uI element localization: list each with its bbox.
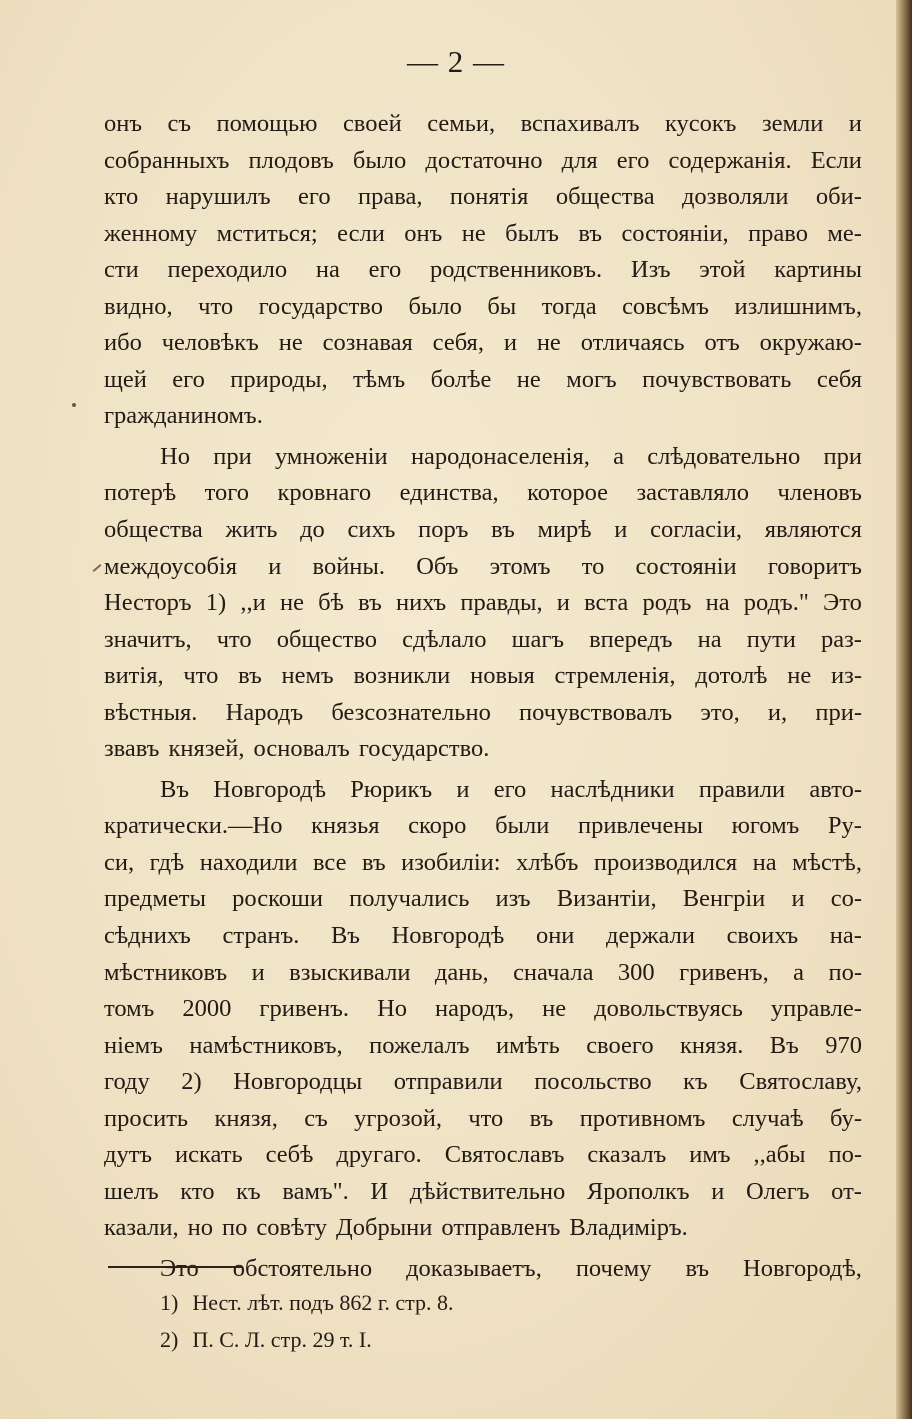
- footnotes: [160, 1290, 454, 1364]
- text-line: потерѣ того кровнаго единства, которое заставляло членовъ: [104, 479, 862, 507]
- text-line: онъ съ помощью своей семьи, вспахивалъ кусокъ земли и: [104, 110, 862, 137]
- footnote-rule: [108, 1266, 243, 1268]
- paper-speck: [72, 403, 76, 407]
- footnote-text: Нест. лѣт. подъ 862 г. стр. 8.: [192, 1290, 454, 1315]
- text-line: дутъ искать себѣ другаго. Святославъ сказалъ имъ ,,абы по-: [104, 1141, 862, 1169]
- text-line: кратически.—Но князья скоро были привлечены югомъ Ру-: [104, 812, 862, 840]
- text-line: мѣстниковъ и взыскивали дань, сначала 300 гривенъ, а по-: [104, 958, 862, 986]
- page-edge-shadow: [896, 0, 912, 1419]
- text-line: значитъ, что общество сдѣлало шагъ впередъ на пути раз-: [104, 625, 862, 653]
- text-line: Но при умноженіи народонаселенія, а слѣдовательно при: [160, 442, 862, 470]
- text-line: сѣднихъ странъ. Въ Новгородѣ они держали своихъ на-: [104, 922, 862, 950]
- text-line: видно, что государство было бы тогда совсѣмъ излишнимъ,: [104, 292, 862, 320]
- text-line: томъ 2000 гривенъ. Но народъ, не довольствуясь управле-: [104, 995, 862, 1023]
- text-line: щей его природы, тѣмъ болѣе не могъ почувствовать себя: [104, 365, 862, 393]
- text-line: Это обстоятельно доказываетъ, почему въ Новгородѣ,: [160, 1254, 862, 1282]
- text-line: Несторъ 1) ,,и не бѣ въ нихъ правды, и вста родъ на родъ." Это: [104, 589, 862, 617]
- margin-mark: [93, 564, 102, 572]
- text-line: ибо человѣкъ не сознавая себя, и не отличаясь отъ окружаю-: [104, 329, 862, 357]
- footnote-text: П. С. Л. стр. 29 т. I.: [192, 1327, 372, 1352]
- text-line: вѣстныя. Народъ безсознательно почувствовалъ это, и, при-: [104, 698, 862, 726]
- footnote-mark: 2): [160, 1327, 179, 1352]
- footnote: [160, 1327, 454, 1364]
- text-line: просить князя, съ угрозой, что въ противномъ случаѣ бу-: [104, 1104, 862, 1132]
- text-line: общества жить до сихъ поръ въ мирѣ и согласіи, являются: [104, 516, 862, 544]
- text-line: казали, но по совѣту Добрыни отправленъ Владиміръ.: [104, 1214, 688, 1242]
- page-number: — 2 —: [407, 44, 505, 79]
- text-line: сти переходило на его родственниковъ. Изъ этой картины: [104, 256, 862, 284]
- text-line: ніемъ намѣстниковъ, пожелалъ имѣть своего князя. Въ 970: [104, 1031, 862, 1059]
- footnote: [160, 1290, 454, 1327]
- text-line: собранныхъ плодовъ было достаточно для его содержанія. Если: [104, 146, 862, 174]
- footnote-mark: 1): [160, 1290, 179, 1315]
- text-line: кто нарушилъ его права, понятія общества дозволяли оби-: [104, 183, 862, 211]
- text-line: витія, что въ немъ возникли новыя стремленія, дотолѣ не из-: [104, 662, 862, 690]
- text-line: Въ Новгородѣ Рюрикъ и его наслѣдники правили авто-: [160, 775, 862, 803]
- text-line: гражданиномъ.: [104, 402, 263, 430]
- text-line: междоусобія и войны. Объ этомъ то состояніи говоритъ: [104, 552, 862, 580]
- text-line: си, гдѣ находили все въ изобиліи: хлѣбъ производился на мѣстѣ,: [104, 848, 862, 876]
- text-line: шелъ кто къ вамъ". И дѣйствительно Ярополкъ и Олегъ от-: [104, 1177, 862, 1205]
- text-line: женному мститься; если онъ не былъ въ состояніи, право ме-: [104, 219, 862, 247]
- body-text: [104, 110, 862, 1292]
- text-line: звавъ князей, основалъ государство.: [104, 735, 490, 763]
- text-line: предметы роскоши получались изъ Византіи, Венгріи и со-: [104, 885, 862, 913]
- text-line: году 2) Новгородцы отправили посольство къ Святославу,: [104, 1068, 862, 1096]
